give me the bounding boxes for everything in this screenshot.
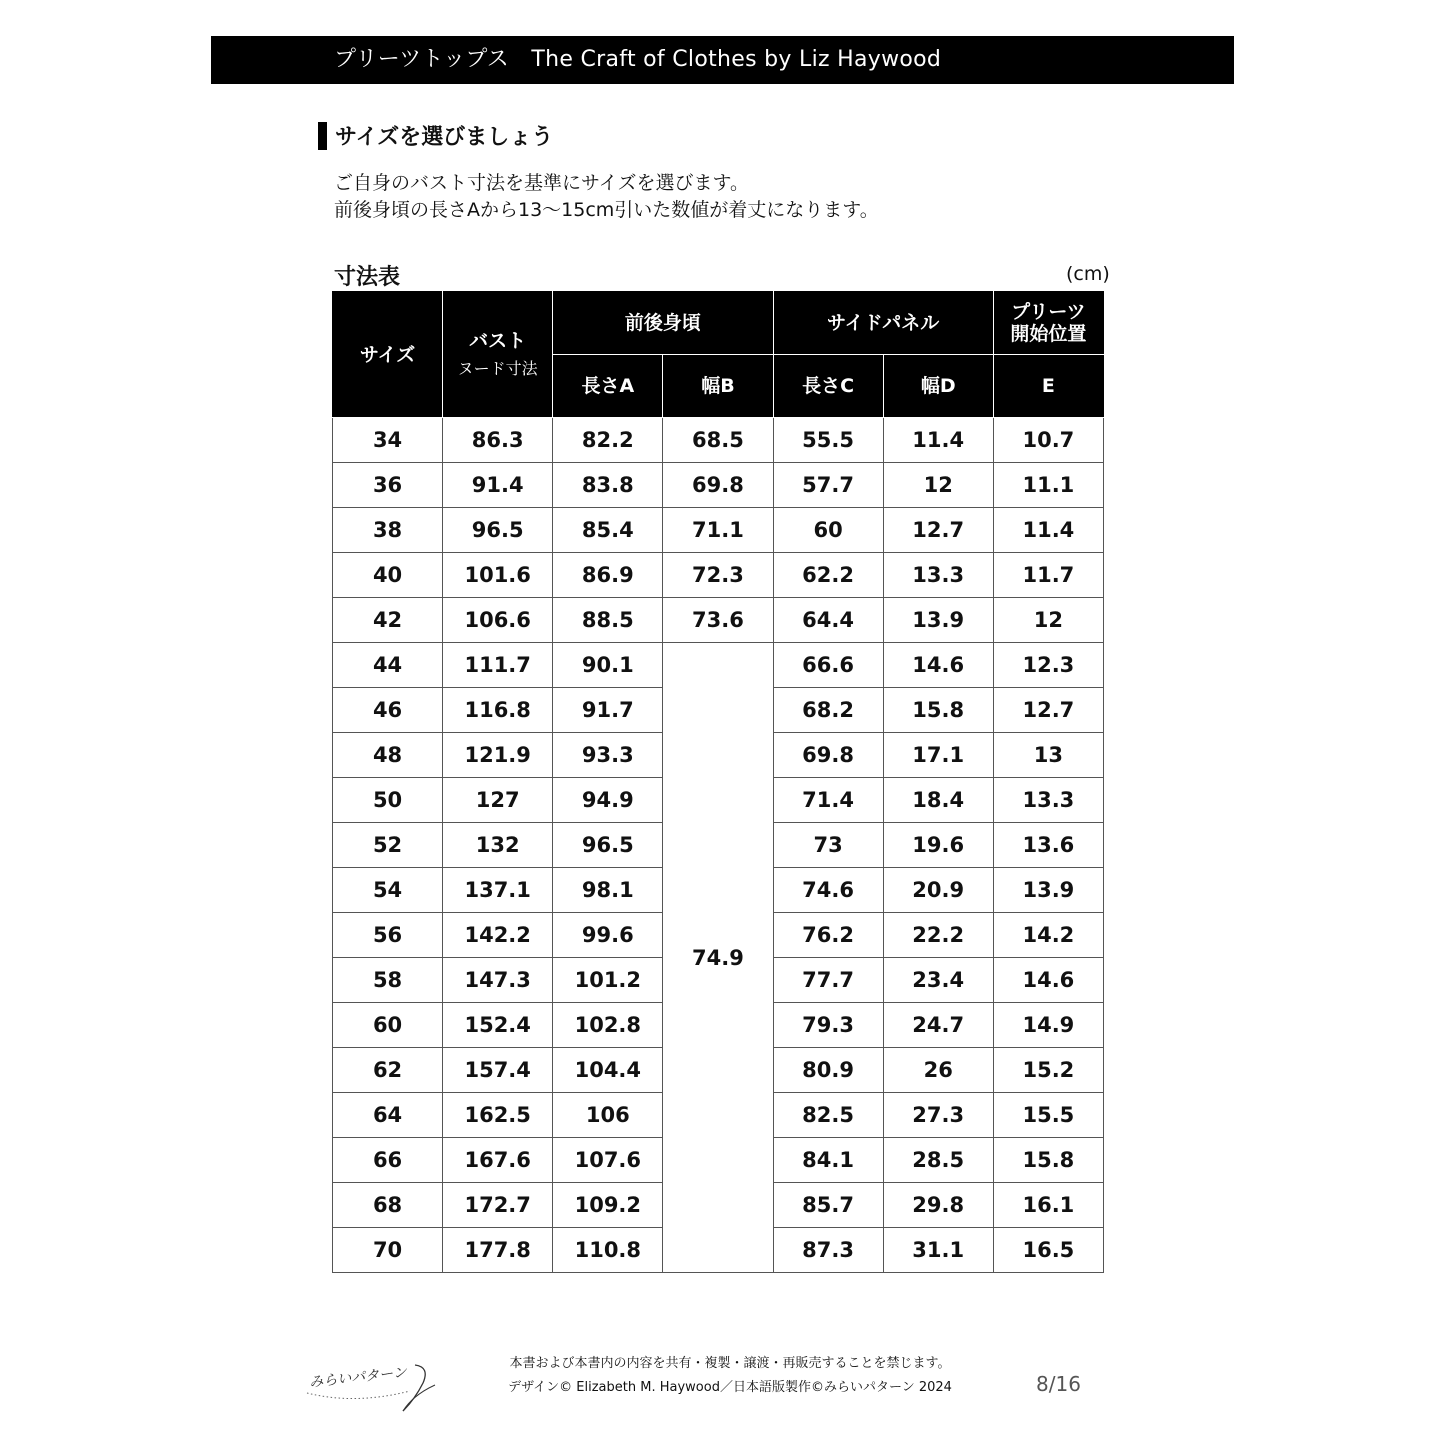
- table-cell: 66: [333, 1138, 443, 1183]
- table-cell: 62.2: [773, 553, 883, 598]
- table-cell: 107.6: [553, 1138, 663, 1183]
- table-cell: 83.8: [553, 463, 663, 508]
- table-cell: 99.6: [553, 913, 663, 958]
- table-cell: 60: [773, 508, 883, 553]
- table-cell: 64: [333, 1093, 443, 1138]
- mirai-pattern-logo: [305, 1355, 445, 1415]
- table-cell: 36: [333, 463, 443, 508]
- table-cell: 116.8: [443, 688, 553, 733]
- size-table: [332, 291, 1104, 1273]
- intro-line-1: ご自身のバスト寸法を基準にサイズを選びます。: [334, 172, 749, 194]
- table-cell: 13.6: [993, 823, 1103, 868]
- header-bust-label: バスト: [469, 329, 527, 352]
- table-cell: 91.7: [553, 688, 663, 733]
- table-cell: 162.5: [443, 1093, 553, 1138]
- table-cell: 11.4: [993, 508, 1103, 553]
- table-cell: 85.7: [773, 1183, 883, 1228]
- table-cell: 23.4: [883, 958, 993, 1003]
- heading-marker: [318, 122, 327, 150]
- table-row: [333, 418, 1104, 463]
- table-cell: 121.9: [443, 733, 553, 778]
- table-cell: 13: [993, 733, 1103, 778]
- table-cell: 13.3: [993, 778, 1103, 823]
- table-cell: 50: [333, 778, 443, 823]
- table-cell: 111.7: [443, 643, 553, 688]
- table-cell-merged-width-b: 74.9: [663, 643, 773, 1273]
- header-length-c: 長さC: [773, 355, 883, 418]
- table-cell: 60: [333, 1003, 443, 1048]
- table-cell: 57.7: [773, 463, 883, 508]
- table-cell: 14.2: [993, 913, 1103, 958]
- table-cell: 62: [333, 1048, 443, 1093]
- table-cell: 73: [773, 823, 883, 868]
- header-size: サイズ: [333, 292, 443, 418]
- table-cell: 44: [333, 643, 443, 688]
- table-cell: 152.4: [443, 1003, 553, 1048]
- table-cell: 109.2: [553, 1183, 663, 1228]
- table-cell: 167.6: [443, 1138, 553, 1183]
- table-cell: 11.4: [883, 418, 993, 463]
- table-cell: 17.1: [883, 733, 993, 778]
- table-row: [333, 553, 1104, 598]
- table-cell: 38: [333, 508, 443, 553]
- table-cell: 147.3: [443, 958, 553, 1003]
- table-cell: 127: [443, 778, 553, 823]
- table-cell: 66.6: [773, 643, 883, 688]
- table-cell: 55.5: [773, 418, 883, 463]
- table-cell: 27.3: [883, 1093, 993, 1138]
- table-cell: 101.6: [443, 553, 553, 598]
- table-cell: 12.7: [883, 508, 993, 553]
- page-number: 8/16: [1036, 1372, 1081, 1396]
- table-cell: 12.7: [993, 688, 1103, 733]
- unit-label: (cm): [1066, 263, 1110, 285]
- table-cell: 64.4: [773, 598, 883, 643]
- table-cell: 71.1: [663, 508, 773, 553]
- intro-line-2: 前後身頃の長さAから13〜15cm引いた数値が着丈になります。: [334, 199, 879, 221]
- table-cell: 12.3: [993, 643, 1103, 688]
- table-caption: 寸法表: [334, 265, 401, 290]
- table-cell: 11.1: [993, 463, 1103, 508]
- table-cell: 16.1: [993, 1183, 1103, 1228]
- header-bar: [211, 36, 1234, 84]
- table-cell: 14.6: [883, 643, 993, 688]
- table-cell: 19.6: [883, 823, 993, 868]
- table-cell: 98.1: [553, 868, 663, 913]
- table-cell: 88.5: [553, 598, 663, 643]
- header-bust: [443, 292, 553, 418]
- table-cell: 16.5: [993, 1228, 1103, 1273]
- table-cell: 93.3: [553, 733, 663, 778]
- table-cell: 24.7: [883, 1003, 993, 1048]
- table-cell: 91.4: [443, 463, 553, 508]
- table-cell: 14.6: [993, 958, 1103, 1003]
- table-row: [333, 508, 1104, 553]
- table-cell: 12: [883, 463, 993, 508]
- table-cell: 28.5: [883, 1138, 993, 1183]
- table-cell: 96.5: [443, 508, 553, 553]
- intro-text: [334, 170, 879, 224]
- table-cell: 29.8: [883, 1183, 993, 1228]
- table-cell: 177.8: [443, 1228, 553, 1273]
- footer-notice: 本書および本書内の内容を共有・複製・譲渡・再販売することを禁じます。: [509, 1356, 951, 1371]
- table-cell: 58: [333, 958, 443, 1003]
- table-cell: 82.5: [773, 1093, 883, 1138]
- size-table-body: [333, 418, 1104, 1273]
- header-e: E: [993, 355, 1103, 418]
- table-cell: 76.2: [773, 913, 883, 958]
- table-cell: 52: [333, 823, 443, 868]
- header-side-panel: サイドパネル: [773, 292, 993, 355]
- table-cell: 106: [553, 1093, 663, 1138]
- table-cell: 69.8: [663, 463, 773, 508]
- table-cell: 90.1: [553, 643, 663, 688]
- table-cell: 15.8: [883, 688, 993, 733]
- section-heading: [318, 120, 553, 151]
- table-cell: 10.7: [993, 418, 1103, 463]
- table-cell: 12: [993, 598, 1103, 643]
- table-cell: 70: [333, 1228, 443, 1273]
- table-cell: 157.4: [443, 1048, 553, 1093]
- table-cell: 86.9: [553, 553, 663, 598]
- table-row: [333, 643, 1104, 688]
- table-cell: 142.2: [443, 913, 553, 958]
- table-cell: 137.1: [443, 868, 553, 913]
- table-cell: 56: [333, 913, 443, 958]
- table-cell: 106.6: [443, 598, 553, 643]
- table-cell: 79.3: [773, 1003, 883, 1048]
- table-cell: 42: [333, 598, 443, 643]
- table-cell: 74.6: [773, 868, 883, 913]
- header-pleat-start: プリーツ開始位置: [993, 292, 1103, 355]
- header-length-a: 長さA: [553, 355, 663, 418]
- table-cell: 34: [333, 418, 443, 463]
- table-cell: 71.4: [773, 778, 883, 823]
- table-cell: 102.8: [553, 1003, 663, 1048]
- table-cell: 54: [333, 868, 443, 913]
- footer-text: [480, 1352, 980, 1400]
- table-cell: 68: [333, 1183, 443, 1228]
- logo-text: みらいパターン: [308, 1364, 408, 1391]
- table-row: [333, 598, 1104, 643]
- header-bust-sub: ヌード寸法: [457, 358, 538, 378]
- table-cell: 22.2: [883, 913, 993, 958]
- table-cell: 132: [443, 823, 553, 868]
- header-title: プリーツトップス The Craft of Clothes by Liz Haywood: [334, 47, 942, 72]
- table-cell: 69.8: [773, 733, 883, 778]
- header-bodice: 前後身頃: [553, 292, 773, 355]
- table-cell: 68.5: [663, 418, 773, 463]
- footer-credit: デザイン© Elizabeth M. Haywood／日本語版製作©みらいパターン 2024: [508, 1380, 952, 1395]
- table-cell: 14.9: [993, 1003, 1103, 1048]
- table-cell: 13.9: [993, 868, 1103, 913]
- table-cell: 11.7: [993, 553, 1103, 598]
- table-cell: 82.2: [553, 418, 663, 463]
- table-cell: 77.7: [773, 958, 883, 1003]
- table-cell: 172.7: [443, 1183, 553, 1228]
- table-cell: 26: [883, 1048, 993, 1093]
- table-cell: 18.4: [883, 778, 993, 823]
- table-cell: 110.8: [553, 1228, 663, 1273]
- table-cell: 80.9: [773, 1048, 883, 1093]
- table-cell: 104.4: [553, 1048, 663, 1093]
- table-cell: 15.5: [993, 1093, 1103, 1138]
- table-cell: 84.1: [773, 1138, 883, 1183]
- table-cell: 15.8: [993, 1138, 1103, 1183]
- table-cell: 31.1: [883, 1228, 993, 1273]
- table-cell: 72.3: [663, 553, 773, 598]
- table-cell: 73.6: [663, 598, 773, 643]
- table-cell: 85.4: [553, 508, 663, 553]
- table-cell: 48: [333, 733, 443, 778]
- section-heading-text: サイズを選びましょう: [335, 125, 554, 150]
- table-cell: 15.2: [993, 1048, 1103, 1093]
- table-cell: 94.9: [553, 778, 663, 823]
- table-row: [333, 463, 1104, 508]
- table-cell: 13.3: [883, 553, 993, 598]
- table-cell: 46: [333, 688, 443, 733]
- table-cell: 13.9: [883, 598, 993, 643]
- table-cell: 86.3: [443, 418, 553, 463]
- header-width-d: 幅D: [883, 355, 993, 418]
- table-cell: 87.3: [773, 1228, 883, 1273]
- table-cell: 20.9: [883, 868, 993, 913]
- table-cell: 68.2: [773, 688, 883, 733]
- table-cell: 101.2: [553, 958, 663, 1003]
- table-cell: 96.5: [553, 823, 663, 868]
- header-width-b: 幅B: [663, 355, 773, 418]
- table-cell: 40: [333, 553, 443, 598]
